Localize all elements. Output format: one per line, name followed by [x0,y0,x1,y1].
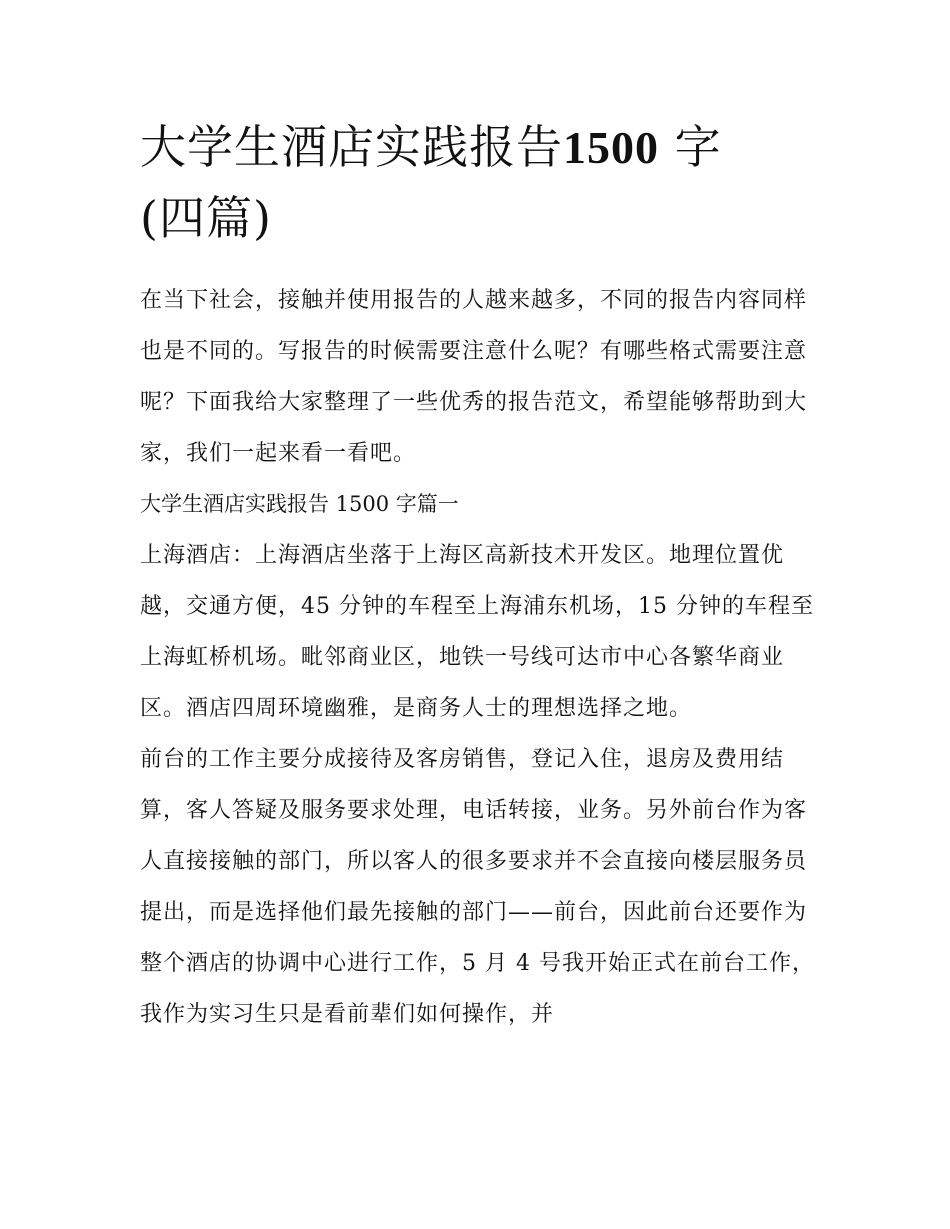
title-prefix: 大学生酒店实践报告 [140,120,563,174]
section-heading: 大学生酒店实践报告 1500 字篇一 [140,492,459,516]
title-suffix: 字 [659,120,722,174]
intro-paragraph: 在当下社会，接触并使用报告的人越来越多，不同的报告内容同样也是不同的。写报告的时候需要注意什么呢？有哪些格式需要注意呢？下面我给大家整理了一些优秀的报告范文，希望能够帮助到大家，我们一起来看一看吧。 [140,288,808,466]
document-body [140,112,820,1040]
title-number: 1500 [563,122,659,173]
document-title [140,112,820,253]
paragraph-front-desk: 前台的工作主要分成接待及客房销售，登记入住，退房及费用结算，客人答疑及服务要求处理，电话转接，业务。另外前台作为客人直接接触的部门，所以客人的很多要求并不会直接向楼层服务员提出，而是选择他们最先接触的部门——前台，因此前台还要作为整个酒店的协调中心进行工作，5 月 4 号我开始正式在前台工作，我作为实习生只是看前辈们如何操作，并 [140,747,815,1027]
title-line-2: (四篇) [140,191,272,245]
paragraph-hotel-location: 上海酒店：上海酒店坐落于上海区高新技术开发区。地理位置优越，交通方便，45 分钟的车程至上海浦东机场，15 分钟的车程至上海虹桥机场。毗邻商业区，地铁一号线可达市中心各繁华商业区。酒店四周环境幽雅，是商务人士的理想选择之地。 [140,543,814,721]
